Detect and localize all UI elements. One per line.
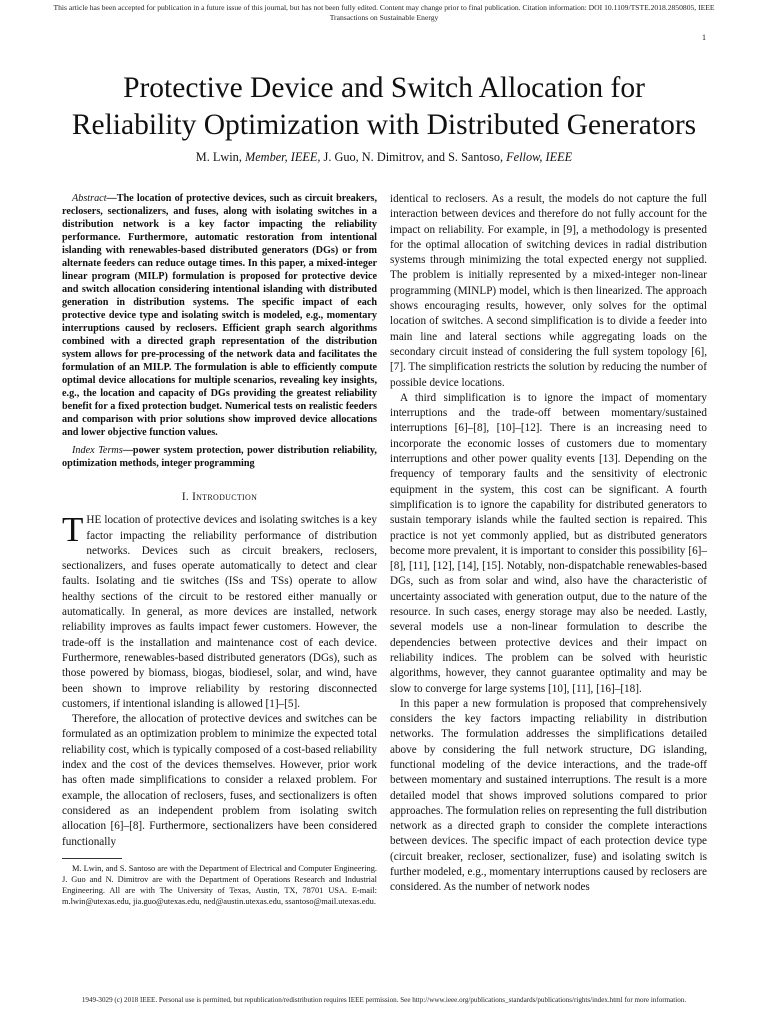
abstract-label: Abstract xyxy=(72,193,107,204)
paper-title xyxy=(30,70,738,144)
author-name: M. Lwin, xyxy=(195,150,242,164)
abstract-text: —The location of protective devices, such as circuit breakers, reclosers, sectionalizers, and fuses, along with isolating switches in a distribution network is a key factor impacting the reliability performance. Furthermore, automatic restoration from intentional islanding with renewables-based distributed generators (DGs) or from alternate feeders can reduce outage times. In this paper, a mixed-integer linear program (MILP) formulation is proposed for protective device and switch allocation considering intentional islanding with distributed generation in distribution systems. The specific impact of each protective device type and isolating switch is modeled, e.g., momentary interruptions caused by reclosers. Efficient graph search algorithms combined with a directed graph representation of the distribution system allows for pre-processing of the network data and facilitates the formulation of an MILP. The formulation is able to efficiently compute optimal device allocations for multiple scenarios, revealing key insights, e.g., the location and capacity of DGs providing the greatest reliability benefit for a fixed protection budget. Numerical tests on realistic feeders and comparison with prior solutions show improved device allocations and lower objective function values. xyxy=(62,193,377,438)
journal-notice-line2: Transactions on Sustainable Energy xyxy=(329,13,439,22)
journal-notice xyxy=(20,3,748,23)
footnote-divider xyxy=(62,858,122,859)
section-heading xyxy=(62,490,377,505)
index-terms xyxy=(62,444,377,470)
body-paragraph: A third simplification is to ignore the impact of momentary interruptions and the trade-off between momentary/sustained interruptions [6]–[8], [10]–[12]. There is an increasing need to incorporate the economic losses of customers due to momentary interruptions and other power quality events [13]. Depending on the frequency of temporary faults and the sensitivity of electronic equipment in the system, this cost can be significant. A fourth simplification is to ignore the capability for distributed generators to sustain temporary islands while the faulted section is repaired. This practice is not yet commonly applied, but as distributed generators become more prevalent, it is important to consider this possibility [6]–[8], [11], [12], [14], [15]. Notably, non-dispatchable renewables-based DGs, such as from solar and wind, also have the characteristic of uncertainty associated with generation output, due to the nature of the resource. In such cases, energy storage may also be needed. Lastly, several models use a non-linear formulation to describe the dependencies between protective devices and their impact on reliability indices. The problem can be solved with heuristic algorithms, however, they cannot guarantee optimality and may be slow to converge for large systems [10], [11], [16]–[18]. xyxy=(390,391,707,695)
author-role: Fellow, IEEE xyxy=(506,150,573,164)
intro-paragraph: Therefore, the allocation of protective devices and switches can be formulated as an optimization problem to minimize the expected total reliability cost, which is typically composed of a cost-based reliability index and the cost of the devices themselves. However, prior work has often made simplifications to consider a relaxed problem. For example, the allocation of reclosers, fuses, and sectionalizers is often considered as an independent problem from isolating switch allocation [6]–[8]. Furthermore, sectionalizers have been considered functionally xyxy=(62,713,377,848)
author-role: Member, IEEE, xyxy=(244,150,321,164)
copyright-notice: 1949-3029 (c) 2018 IEEE. Personal use is permitted, but republication/redistribution requires IEEE permission. See http://www.ieee.org/publications_standards/publications/rights/index.html for more information. xyxy=(81,996,687,1004)
section-number: I. xyxy=(181,491,189,503)
intro-paragraph xyxy=(62,510,377,712)
paper-title-line2: Reliability Optimization with Distributed Generators xyxy=(71,109,697,141)
right-column xyxy=(390,192,707,896)
paper-title-line1: Protective Device and Switch Allocation for xyxy=(123,72,645,104)
left-column xyxy=(62,192,377,907)
body-paragraph: In this paper a new formulation is proposed that comprehensively considers the key factors impacting reliability in distribution networks. The formulation addresses the simplifications detailed above by considering the full network structure, DG islanding, functional modeling of the device interactions, and the trade-off between momentary and sustained interruptions. The result is a more detailed model that shows improved solutions compared to prior approaches. The formulation relies on representing the full distribution network as a directed graph to consider the complete interactions between devices. The specific impact of each protection device type (circuit breaker, recloser, sectionalizer, fuse) and isolating switch is further modeled, e.g., momentary interruptions caused by reclosers are considered. As the number of network nodes xyxy=(390,697,707,894)
section-title: Introduction xyxy=(192,491,258,503)
journal-notice-line1: This article has been accepted for publication in a future issue of this journal, but has not been fully edited. Content may change prior to final publication. Citation information: DOI 10.1109/TSTE.2018.2850805, IEEE xyxy=(53,3,715,12)
index-terms-label: Index Terms xyxy=(72,445,123,456)
index-terms-text: —power system protection, power distribution reliability, optimization methods, integer programming xyxy=(62,445,377,469)
drop-cap: T xyxy=(62,510,84,550)
body-paragraph: identical to reclosers. As a result, the models do not capture the full interaction between devices and therefore do not fully account for the impact on reliability. For example, in [9], a methodology is presented for the optimal allocation of switching devices in radial distribution systems through minimizing the total expected energy not supplied. The problem is initially represented by a mixed-integer non-linear programming (MINLP) model, which is then linearized. The approach shows encouraging results, however, only solves for the optimal location of switches. A second simplification is to divide a feeder into main line and lateral sections while aggregating loads on the secondary circuit instead of considering the full system topology [6], [7]. The simplification restricts the solution by reducing the number of possible device locations. xyxy=(390,193,707,389)
intro-paragraph-text: HE location of protective devices and isolating switches is a key factor impacting the reliability performance of distribution networks. Devices such as circuit breakers, reclosers, sectionalizers, and fuses operate automatically to detect and clear faults. Isolating and tie switches (ISs and TSs) operate to allow healthy sections of the circuit to be restored either manually or automatically. In general, as more devices are installed, network reliability improves as faults impact fewer customers. However, the trade-off is the installation and maintenance cost of each device. Furthermore, renewables-based distributed generators (DGs), such as those powered by biomass, biogas, biodiesel, solar, and wind, have been shown to improve reliability by restoring disconnected customers, if intentional islanding is allowed [1]–[5]. xyxy=(62,514,377,710)
author-names: J. Guo, N. Dimitrov, and S. Santoso, xyxy=(323,150,504,164)
author-affiliation-footnote: M. Lwin, and S. Santoso are with the Department of Electrical and Computer Engineering. J. Guo and N. Dimitrov are with the Department of Operations Research and Industrial Engineering. All are with The University of Texas, Austin, TX, 78701 USA. E-mail: m.lwin@utexas.edu, jia.guo@utexas.edu, ned@austin.utexas.edu, ssantoso@mail.utexas.edu. xyxy=(62,863,377,906)
page-number: 1 xyxy=(702,33,706,42)
author-list xyxy=(30,150,738,165)
abstract xyxy=(62,192,377,439)
